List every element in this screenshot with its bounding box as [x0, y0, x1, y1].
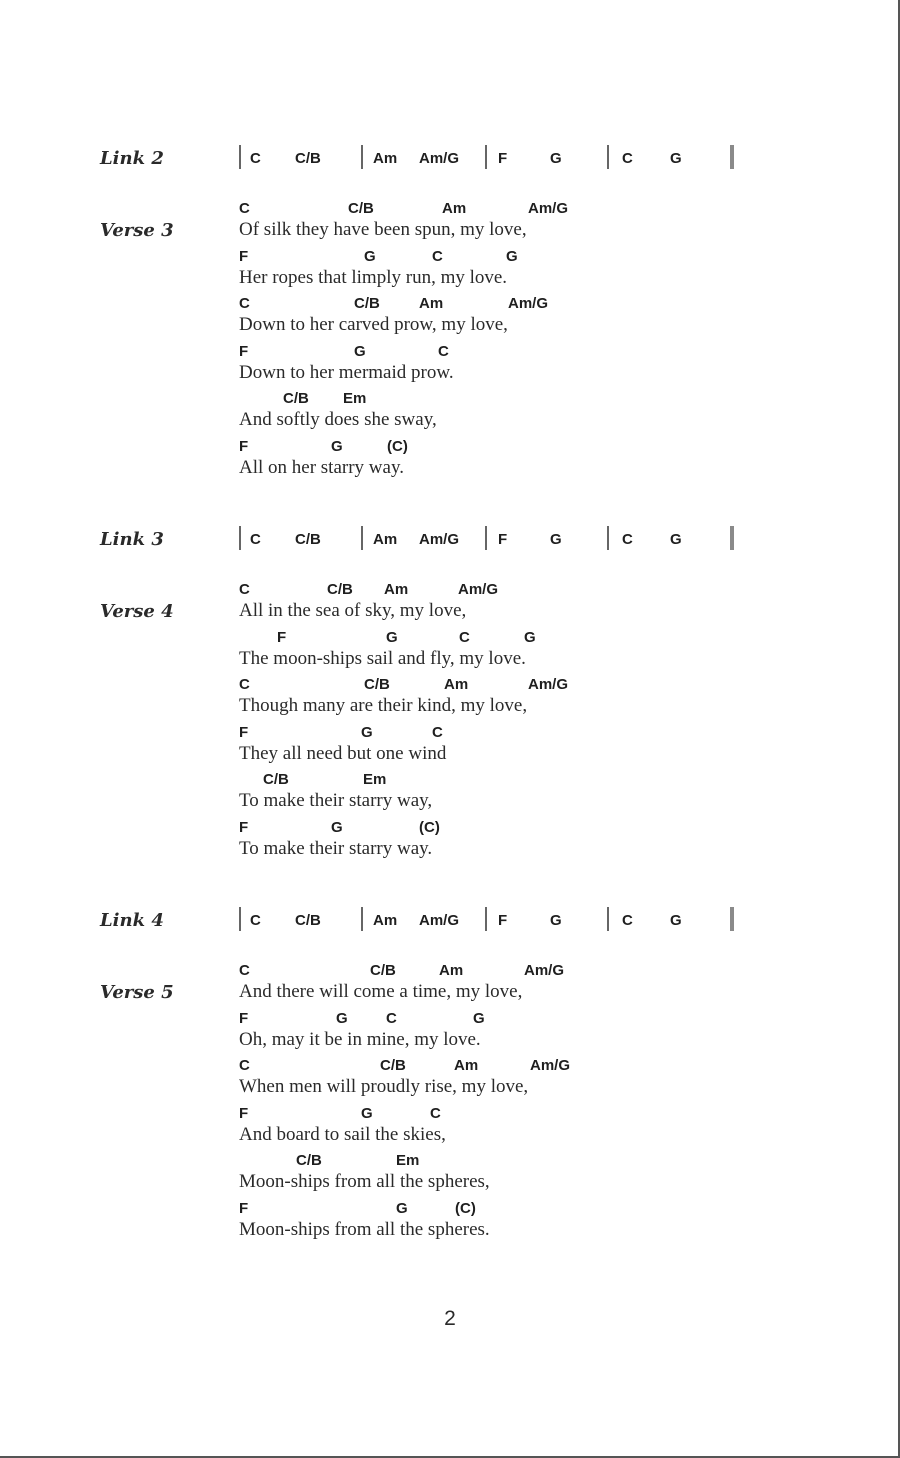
page-number: 2 [444, 1307, 456, 1330]
chord-symbol: C [239, 200, 250, 217]
chord-symbol: C/B [354, 295, 380, 313]
chord-symbol: C [239, 1057, 250, 1075]
end-bar-line [730, 145, 734, 169]
lyric-line: Of silk they have been spun, my love, [239, 219, 527, 240]
link-chord: Am/G [419, 912, 460, 929]
verse-label: Verse 4 [100, 601, 174, 622]
chord-symbol: C [239, 676, 250, 694]
end-bar-line [730, 907, 734, 931]
chord-symbol: Em [396, 1152, 420, 1170]
link-chord: G [550, 912, 562, 929]
bar-line [607, 526, 609, 550]
link-chord: C [250, 531, 261, 548]
lyric-line: Though many are their kind, my love, [239, 695, 528, 717]
bar-line [361, 907, 363, 931]
link-chord: Am/G [419, 531, 460, 548]
chord-symbol: C/B [348, 200, 374, 217]
chord-symbol: Am [384, 581, 409, 598]
chord-symbol: Am/G [458, 581, 499, 598]
chord-symbol: C/B [296, 1152, 322, 1170]
bar-line [485, 526, 487, 550]
lyric-line: And softly does she sway, [239, 409, 437, 431]
chord-symbol: Am/G [508, 295, 549, 313]
bar-line [239, 907, 241, 931]
link-label: Link 4 [100, 910, 164, 931]
lyric-line: Oh, may it be in mine, my love. [239, 1028, 481, 1050]
chord-symbol: C [239, 581, 250, 598]
bar-line [485, 145, 487, 169]
chord-symbol: Em [343, 390, 367, 408]
chord-symbol: Em [363, 771, 387, 789]
chord-symbol: F [239, 1009, 249, 1027]
chord-symbol: Am [439, 962, 464, 979]
chord-symbol: G [361, 723, 373, 741]
bar-line [607, 907, 609, 931]
chord-symbol: F [239, 819, 249, 836]
link-chord: C/B [295, 531, 321, 548]
chord-symbol: C [432, 247, 443, 265]
link-chord: C/B [295, 912, 321, 929]
chord-symbol: (C) [419, 819, 440, 836]
chord-symbol: F [239, 723, 249, 741]
link-chord: Am [373, 150, 398, 167]
chord-symbol: G [336, 1009, 348, 1027]
chord-symbol: G [331, 438, 343, 455]
link-label: Link 2 [100, 148, 164, 169]
chord-symbol: G [396, 1200, 408, 1217]
chord-symbol: C [459, 628, 470, 646]
chord-symbol: G [524, 628, 536, 646]
chord-symbol: C [239, 295, 250, 313]
chord-symbol: Am [454, 1057, 479, 1075]
verse-label: Verse 3 [100, 220, 174, 241]
link-chord: G [670, 150, 682, 167]
chord-symbol: C [432, 723, 443, 741]
link-chord: C [250, 150, 261, 167]
verse-label: Verse 5 [100, 982, 174, 1003]
link-chord: C [622, 912, 633, 929]
chord-symbol: C [430, 1104, 441, 1122]
chord-symbol: C/B [380, 1057, 406, 1075]
chord-symbol: C [386, 1009, 397, 1027]
link-label: Link 3 [100, 529, 164, 550]
lyric-line: All on her starry way. [239, 457, 404, 478]
chord-symbol: Am [444, 676, 469, 694]
bar-line [485, 907, 487, 931]
chord-symbol: C/B [364, 676, 390, 694]
chord-symbol: F [239, 1104, 249, 1122]
chord-symbol: C/B [283, 390, 309, 408]
chord-symbol: F [239, 247, 249, 265]
chord-symbol: C [239, 962, 250, 979]
chord-symbol: (C) [455, 1200, 476, 1217]
lyric-line: When men will proudly rise, my love, [239, 1076, 529, 1098]
chord-symbol: Am [442, 200, 467, 217]
link-chord: Am [373, 531, 398, 548]
chord-symbol: F [277, 628, 287, 646]
bar-line [239, 526, 241, 550]
chord-symbol: (C) [387, 438, 408, 455]
lyric-line: Her ropes that limply run, my love. [239, 266, 508, 288]
chord-symbol: C/B [327, 581, 353, 598]
chord-symbol: G [331, 819, 343, 836]
chord-symbol: C/B [263, 771, 289, 789]
lyric-line: All in the sea of sky, my love, [239, 600, 467, 621]
chord-symbol: G [506, 247, 518, 265]
link-chord: F [498, 912, 508, 929]
bar-line [607, 145, 609, 169]
chord-symbol: F [239, 1200, 249, 1217]
bar-line [361, 526, 363, 550]
link-chord: G [550, 150, 562, 167]
chord-symbol: Am/G [530, 1057, 571, 1075]
chord-symbol: C/B [370, 962, 396, 979]
lyric-line: And there will come a time, my love, [239, 981, 523, 1002]
chord-symbol: Am/G [524, 962, 565, 979]
link-chord: F [498, 150, 508, 167]
chord-symbol: Am [419, 295, 444, 313]
link-chord: G [670, 912, 682, 929]
chord-symbol: F [239, 342, 249, 360]
end-bar-line [730, 526, 734, 550]
link-chord: F [498, 531, 508, 548]
lyric-line: Moon-ships from all the spheres. [239, 1219, 490, 1240]
chord-symbol: G [473, 1009, 485, 1027]
lyric-line: Down to her mermaid prow. [239, 361, 454, 383]
lyric-line: And board to sail the skies, [239, 1123, 446, 1145]
chord-symbol: G [361, 1104, 373, 1122]
link-chord: C [250, 912, 261, 929]
bar-line [361, 145, 363, 169]
chord-symbol: G [364, 247, 376, 265]
lyric-line: To make their starry way. [239, 838, 433, 859]
bar-line [239, 145, 241, 169]
lyric-line: To make their starry way, [239, 790, 433, 812]
link-chord: G [670, 531, 682, 548]
chord-symbol: Am/G [528, 676, 569, 694]
chord-symbol: G [354, 342, 366, 360]
chord-symbol: Am/G [528, 200, 569, 217]
link-chord: Am [373, 912, 398, 929]
lyric-line: Down to her carved prow, my love, [239, 314, 508, 336]
link-chord: C/B [295, 150, 321, 167]
lyric-line: Moon-ships from all the spheres, [239, 1171, 490, 1193]
chord-symbol: G [386, 628, 398, 646]
link-chord: Am/G [419, 150, 460, 167]
chord-symbol: F [239, 438, 249, 455]
chord-symbol: C [438, 342, 449, 360]
lyric-line: The moon-ships sail and fly, my love. [239, 647, 526, 669]
link-chord: C [622, 531, 633, 548]
link-chord: G [550, 531, 562, 548]
link-chord: C [622, 150, 633, 167]
lyric-line: They all need but one wind [239, 742, 447, 764]
